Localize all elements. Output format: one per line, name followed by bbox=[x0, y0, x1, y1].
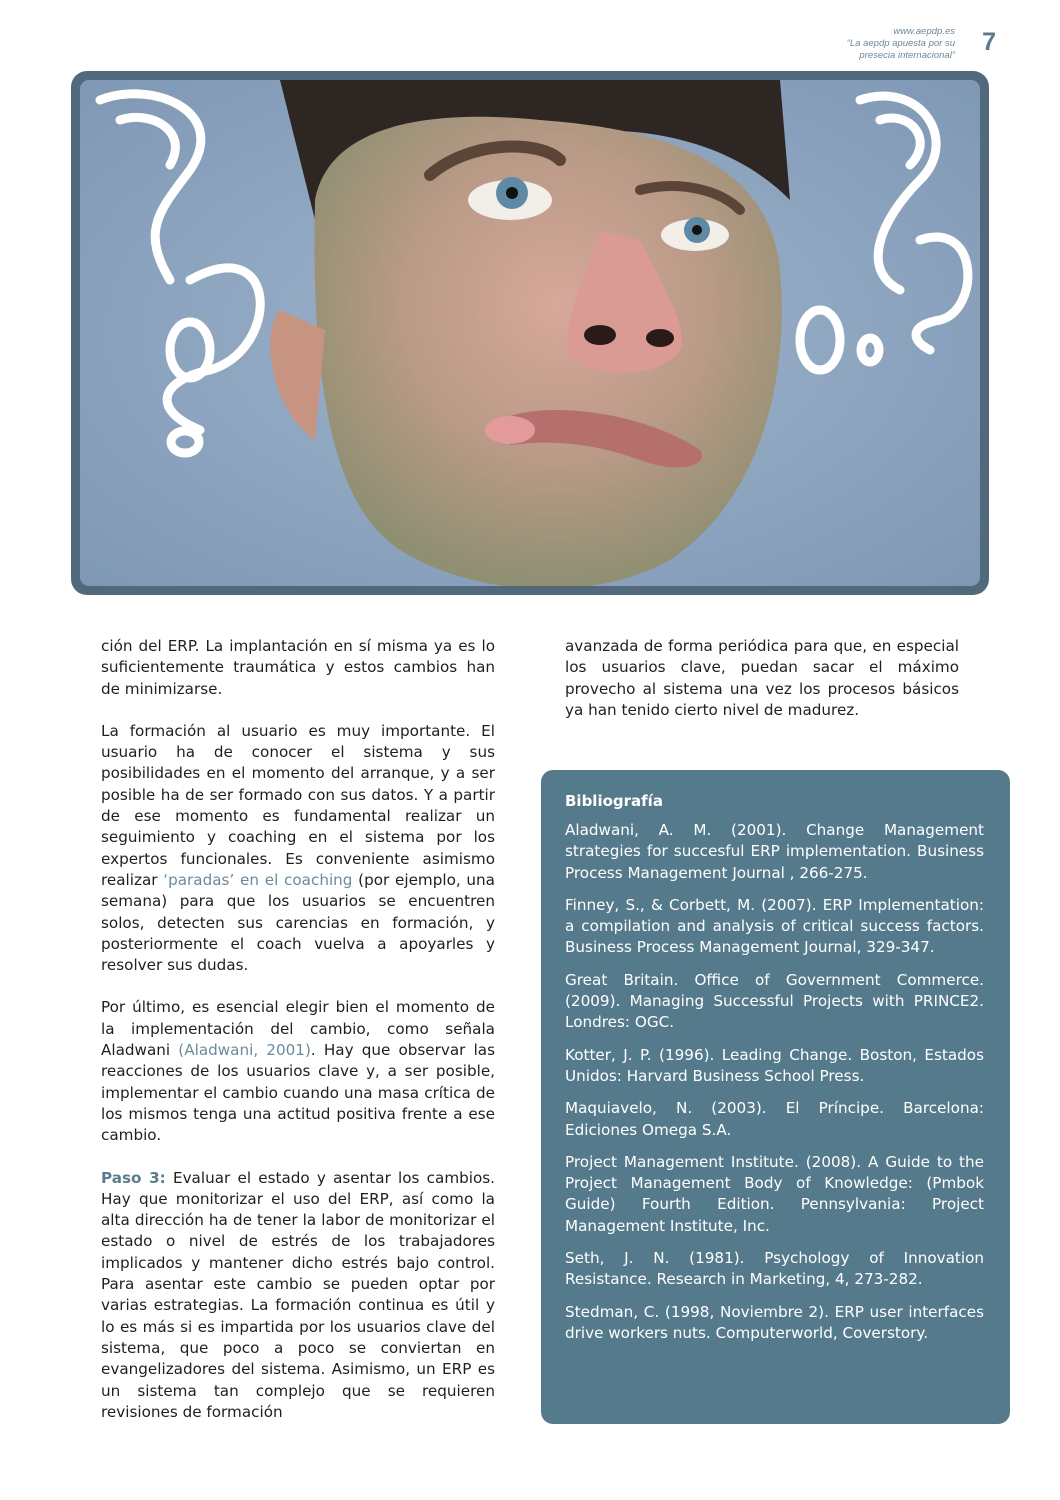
bibliography-entry: Maquiavelo, N. (2003). El Príncipe. Barcelona: Ediciones Omega S.A. bbox=[565, 1099, 984, 1139]
paragraph-1: ción del ERP. La implantación en sí misma ya es lo suficientemente traumática y estos cambios han de minimizarse. bbox=[101, 637, 495, 698]
coaching-pauses-link[interactable]: ‘paradas’ en el coaching bbox=[163, 870, 353, 889]
bibliography-entry: Great Britain. Office of Government Commerce. (2009). Managing Successful Projects with PRINCE2. Londres: OGC. bbox=[565, 970, 984, 1032]
tagline-line-1: “La aepdp apuesta por su bbox=[846, 38, 955, 49]
step-3-label: Paso 3: bbox=[101, 1168, 166, 1187]
page-number: 7 bbox=[982, 28, 996, 56]
bibliography-box bbox=[541, 770, 1010, 1424]
tagline-line-2: presecia internacional” bbox=[859, 50, 955, 61]
paragraph-4 bbox=[101, 1168, 495, 1424]
left-column bbox=[101, 636, 495, 1444]
bibliography-entry: Project Management Institute. (2008). A Guide to the Project Management Body of Knowledge: (Pmbok Guide) Fourth Edition. Pennsylvania: Project Management Institute, Inc. bbox=[565, 1152, 984, 1235]
site-url: www.aepdp.es bbox=[893, 26, 955, 37]
photo-frame bbox=[71, 71, 989, 595]
aladwani-citation-link[interactable]: (Aladwani, 2001) bbox=[178, 1041, 311, 1060]
right-paragraph-1: avanzada de forma periódica para que, en especial los usuarios clave, puedan sacar el máximo provecho al sistema una vez los procesos básicos ya han tenido cierto nivel de madurez. bbox=[565, 637, 959, 719]
bibliography-entry: Kotter, J. P. (1996). Leading Change. Boston, Estados Unidos: Harvard Business School Press. bbox=[565, 1045, 984, 1085]
bibliography-entry: Finney, S., & Corbett, M. (2007). ERP Implementation: a compilation and analysis of critical success factors. Business Process Management Journal, 329-347. bbox=[565, 895, 984, 957]
paragraph-2-text-b: (por ejemplo, una semana) para que los usuarios se encuentren solos, detecten sus carencias en formación, y posteriormente el coach vuelva a apoyarles y resolver sus dudas. bbox=[101, 870, 495, 975]
paragraph-2 bbox=[101, 721, 495, 977]
paragraph-3-text-a: Por último, es esencial elegir bien el momento de la implementación del cambio, como señala Aladwani bbox=[101, 998, 495, 1060]
bibliography-entry: Stedman, C. (1998, Noviembre 2). ERP user interfaces drive workers nuts. Computerworld, Coverstory. bbox=[565, 1302, 984, 1342]
paragraph-2-text-a: La formación al usuario es muy importante. El usuario ha de conocer el sistema y sus posibilidades en el momento del arranque, y a ser posible ha de ser formado con sus datos. Y a partir de ese momento es fundamental realizar un seguimiento y coaching en el sistema por los expertos funcionales. Es conveniente asimismo realizar bbox=[101, 721, 495, 889]
bibliography-entry: Seth, J. N. (1981). Psychology of Innovation Resistance. Research in Marketing, 4, 273-282. bbox=[565, 1249, 984, 1289]
bibliography-title: Bibliografía bbox=[565, 792, 663, 810]
paragraph-4-text: Evaluar el estado y asentar los cambios. Hay que monitorizar el uso del ERP, así como la alta dirección ha de tener la labor de monitorizar el estado o nivel de estrés de los trabajadores implicados y mantener dicho estrés bajo control. Para asentar este cambio se pueden optar por varias estrategias. La formación continua es útil y lo es más si es impartida por los usuarios clave del sistema, que poco a poco se conviertan en evangelizadores del sistema. Asimismo, un ERP es un sistema tan complejo que se requieren revisiones de formación bbox=[101, 1168, 496, 1421]
bibliography-entry: Aladwani, A. M. (2001). Change Management strategies for succesful ERP implementation. Business Process Management Journal , 266-275. bbox=[565, 821, 984, 882]
paragraph-3-text-b: . Hay que observar las reacciones de los usuarios clave y, a ser posible, implementar el cambio cuando una masa crítica de los mismos tenga una actitud positiva frente a ese cambio. bbox=[101, 1041, 496, 1145]
right-column bbox=[565, 636, 959, 742]
confused-man-photo bbox=[80, 80, 980, 586]
header-tagline bbox=[847, 26, 955, 62]
paragraph-3 bbox=[101, 997, 495, 1146]
